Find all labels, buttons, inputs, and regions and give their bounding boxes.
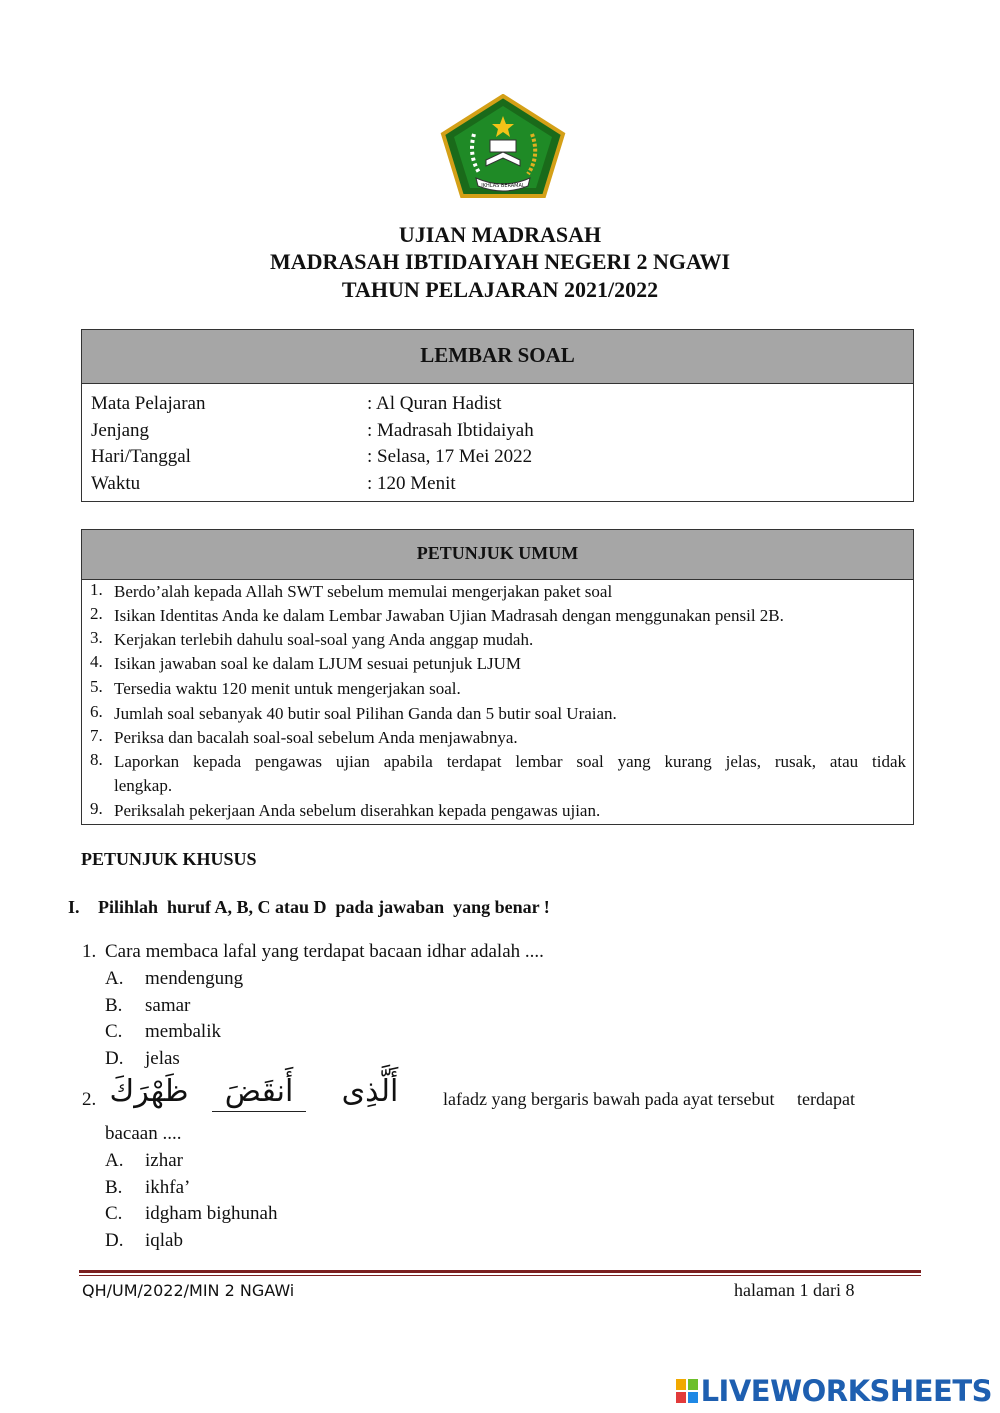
id-label-mapel: Mata Pelajaran <box>91 393 206 414</box>
option-letter: C. <box>105 1203 123 1224</box>
rule-text: Berdo’alah kepada Allah SWT sebelum memulai mengerjakan paket soal <box>114 582 613 601</box>
page-indicator: halaman 1 dari 8 <box>734 1280 855 1300</box>
petunjuk-umum-title: PETUNJUK UMUM <box>82 530 913 580</box>
petunjuk-umum-box <box>81 529 914 825</box>
rule-number: 6. <box>90 702 103 721</box>
rule-number: 5. <box>90 677 103 696</box>
option-letter: B. <box>105 995 123 1016</box>
id-value-tanggal: : Selasa, 17 Mei 2022 <box>367 446 533 467</box>
liveworksheets-logo-icon <box>675 1378 699 1404</box>
school-year: TAHUN PELAJARAN 2021/2022 <box>341 277 659 302</box>
section-number: I. <box>68 897 80 917</box>
kemenag-logo <box>440 94 566 198</box>
rule-number: 3. <box>90 628 103 647</box>
option-letter: D. <box>105 1230 124 1251</box>
petunjuk-khusus-title: PETUNJUK KHUSUS <box>81 849 257 869</box>
question-text: Cara membaca lafal yang terdapat bacaan idhar adalah .... <box>105 941 544 962</box>
option-text: membalik <box>145 1021 221 1042</box>
option-text: samar <box>145 995 191 1016</box>
rule-text: Tersedia waktu 120 menit untuk mengerjakan soal. <box>114 679 461 698</box>
rule-number: 1. <box>90 580 103 599</box>
question-number: 1. <box>82 941 97 962</box>
arabic-word-underlined: أَنقَضَ <box>212 1074 306 1112</box>
rule-text: Laporkan kepada pengawas ujian apabila terdapat lembar soal yang kurang jelas, rusak, atau tidak <box>114 752 906 771</box>
id-label-tanggal: Hari/Tanggal <box>91 446 191 467</box>
option-letter: C. <box>105 1021 123 1042</box>
id-label-jenjang: Jenjang <box>91 420 150 441</box>
section-instruction: Pilihlah huruf A, B, C atau D pada jawaban yang benar ! <box>98 897 550 917</box>
rule-text: Periksa dan bacalah soal-soal sebelum Anda menjawabnya. <box>114 728 518 747</box>
option-letter: B. <box>105 1177 123 1198</box>
question-text: lafadz yang bergaris bawah pada ayat tersebut terdapat <box>443 1089 855 1109</box>
lembar-soal-title: LEMBAR SOAL <box>82 330 913 384</box>
rule-number: 8. <box>90 750 103 769</box>
liveworksheets-wordmark: LIVEWORKSHEETS <box>700 1374 992 1408</box>
option-letter: D. <box>105 1048 124 1069</box>
liveworksheets-watermark[interactable] <box>675 1373 992 1409</box>
option-letter: A. <box>105 968 124 989</box>
rule-text: Jumlah soal sebanyak 40 butir soal Pilihan Ganda dan 5 butir soal Uraian. <box>114 704 617 723</box>
rule-number: 4. <box>90 652 103 671</box>
footer-rule <box>79 1270 921 1273</box>
rule-number: 9. <box>90 799 103 818</box>
arabic-word: أَلَّذِى <box>341 1074 399 1109</box>
arabic-word: ظَهْرَكَ <box>109 1074 189 1109</box>
id-value-waktu: : 120 Menit <box>367 473 456 494</box>
id-value-jenjang: : Madrasah Ibtidaiyah <box>367 420 534 441</box>
rule-number: 7. <box>90 726 103 745</box>
logo-banner-text: IKHLAS BERAMAL <box>481 183 525 189</box>
exam-title: UJIAN MADRASAH <box>398 222 602 247</box>
option-text: jelas <box>145 1048 180 1069</box>
option-letter: A. <box>105 1150 124 1171</box>
document-code: QH/UM/2022/MIN 2 NGAWi <box>82 1281 295 1300</box>
rule-text: Isikan jawaban soal ke dalam LJUM sesuai petunjuk LJUM <box>114 654 521 673</box>
rule-number: 2. <box>90 604 103 623</box>
option-text: mendengung <box>145 968 244 989</box>
question-text-continued: bacaan .... <box>105 1123 182 1144</box>
rule-text: Periksalah pekerjaan Anda sebelum diserahkan kepada pengawas ujian. <box>114 801 601 820</box>
id-value-mapel: : Al Quran Hadist <box>367 393 502 414</box>
option-text: idgham bighunah <box>145 1203 278 1224</box>
rule-text: Kerjakan terlebih dahulu soal-soal yang Anda anggap mudah. <box>114 630 534 649</box>
footer-rule-thin <box>79 1275 921 1276</box>
school-name: MADRASAH IBTIDAIYAH NEGERI 2 NGAWI <box>269 249 731 274</box>
lembar-soal-box <box>81 329 914 502</box>
rule-text-continued: lengkap. <box>114 776 173 795</box>
option-text: ikhfa’ <box>145 1177 191 1198</box>
question-number: 2. <box>82 1089 97 1110</box>
rule-text: Isikan Identitas Anda ke dalam Lembar Jawaban Ujian Madrasah dengan menggunakan pensil 2B. <box>114 606 784 625</box>
id-label-waktu: Waktu <box>91 473 141 494</box>
option-text: izhar <box>145 1150 183 1171</box>
option-text: iqlab <box>145 1230 183 1251</box>
